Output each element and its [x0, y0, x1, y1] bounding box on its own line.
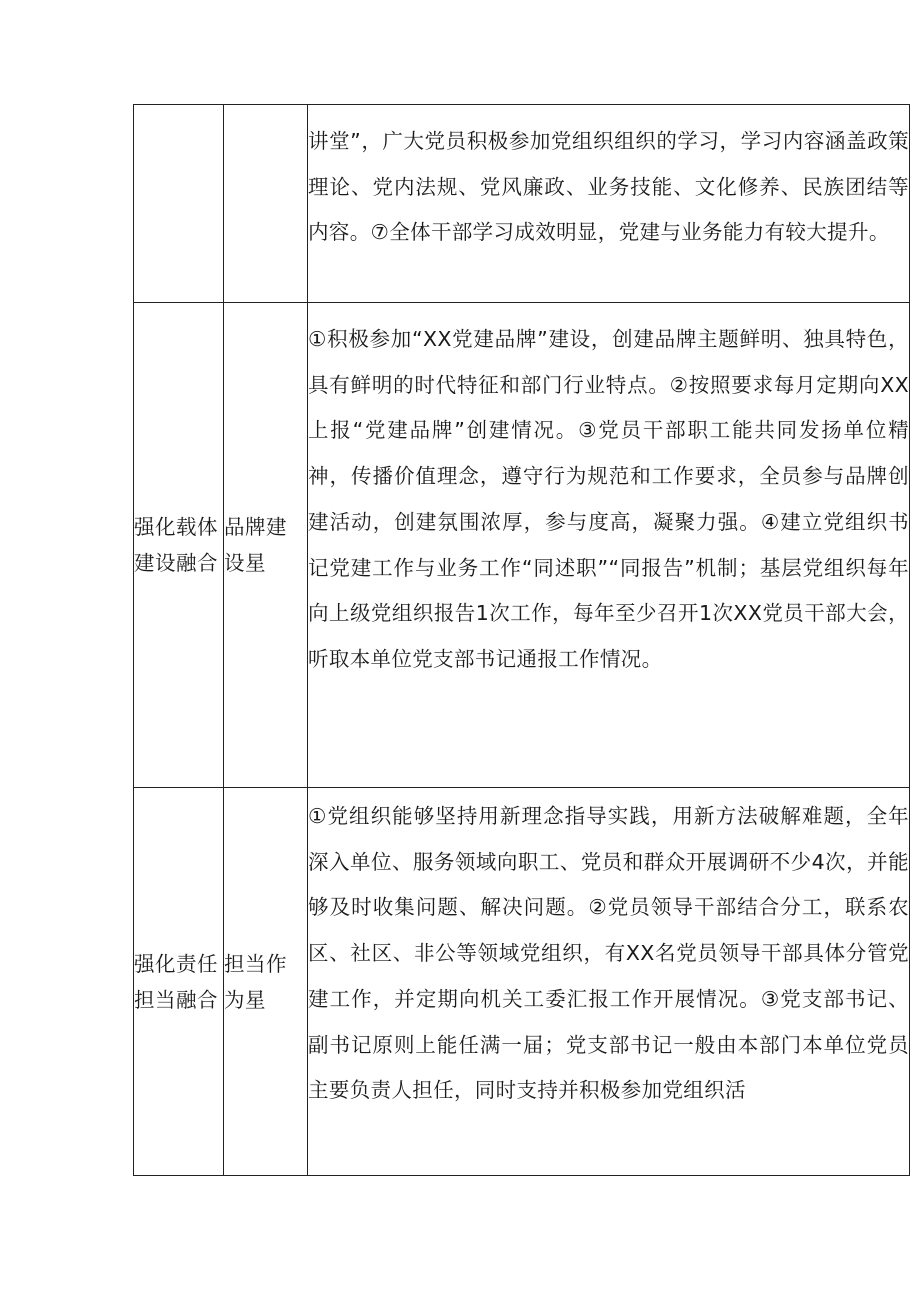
category-cell: [134, 105, 224, 303]
category-cell: 强化载体建设融合: [134, 303, 224, 788]
item-cell: 品牌建设星: [224, 303, 308, 788]
table-row: [134, 303, 910, 788]
table-row: [134, 788, 910, 1176]
evaluation-table: [133, 104, 910, 1176]
item-cell: 担当作为星: [224, 788, 308, 1176]
item-cell: [224, 105, 308, 303]
category-cell: 强化责任担当融合: [134, 788, 224, 1176]
content-cell: ①积极参加“XX党建品牌”建设，创建品牌主题鲜明、独具特色，具有鲜明的时代特征和部门行业特点。②按照要求每月定期向XX上报“党建品牌”创建情况。③党员干部职工能共同发扬单位精神，传播价值理念，遵守行为规范和工作要求，全员参与品牌创建活动，创建氛围浓厚，参与度高，凝聚力强。④建立党组织书记党建工作与业务工作“同述职”“同报告”机制；基层党组织每年向上级党组织报告1次工作，每年至少召开1次XX党员干部大会，听取本单位党支部书记通报工作情况。: [308, 303, 910, 788]
content-cell: 讲堂”，广大党员积极参加党组织组织的学习，学习内容涵盖政策理论、党内法规、党风廉政、业务技能、文化修养、民族团结等内容。⑦全体干部学习成效明显，党建与业务能力有较大提升。: [308, 105, 910, 303]
content-cell: ①党组织能够坚持用新理念指导实践，用新方法破解难题，全年深入单位、服务领域向职工、党员和群众开展调研不少4次，并能够及时收集问题、解决问题。②党员领导干部结合分工，联系农区、社区、非公等领域党组织，有XX名党员领导干部具体分管党建工作，并定期向机关工委汇报工作开展情况。③党支部书记、副书记原则上能任满一届；党支部书记一般由本部门本单位党员主要负责人担任，同时支持并积极参加党组织活: [308, 788, 910, 1176]
table-row: [134, 105, 910, 303]
